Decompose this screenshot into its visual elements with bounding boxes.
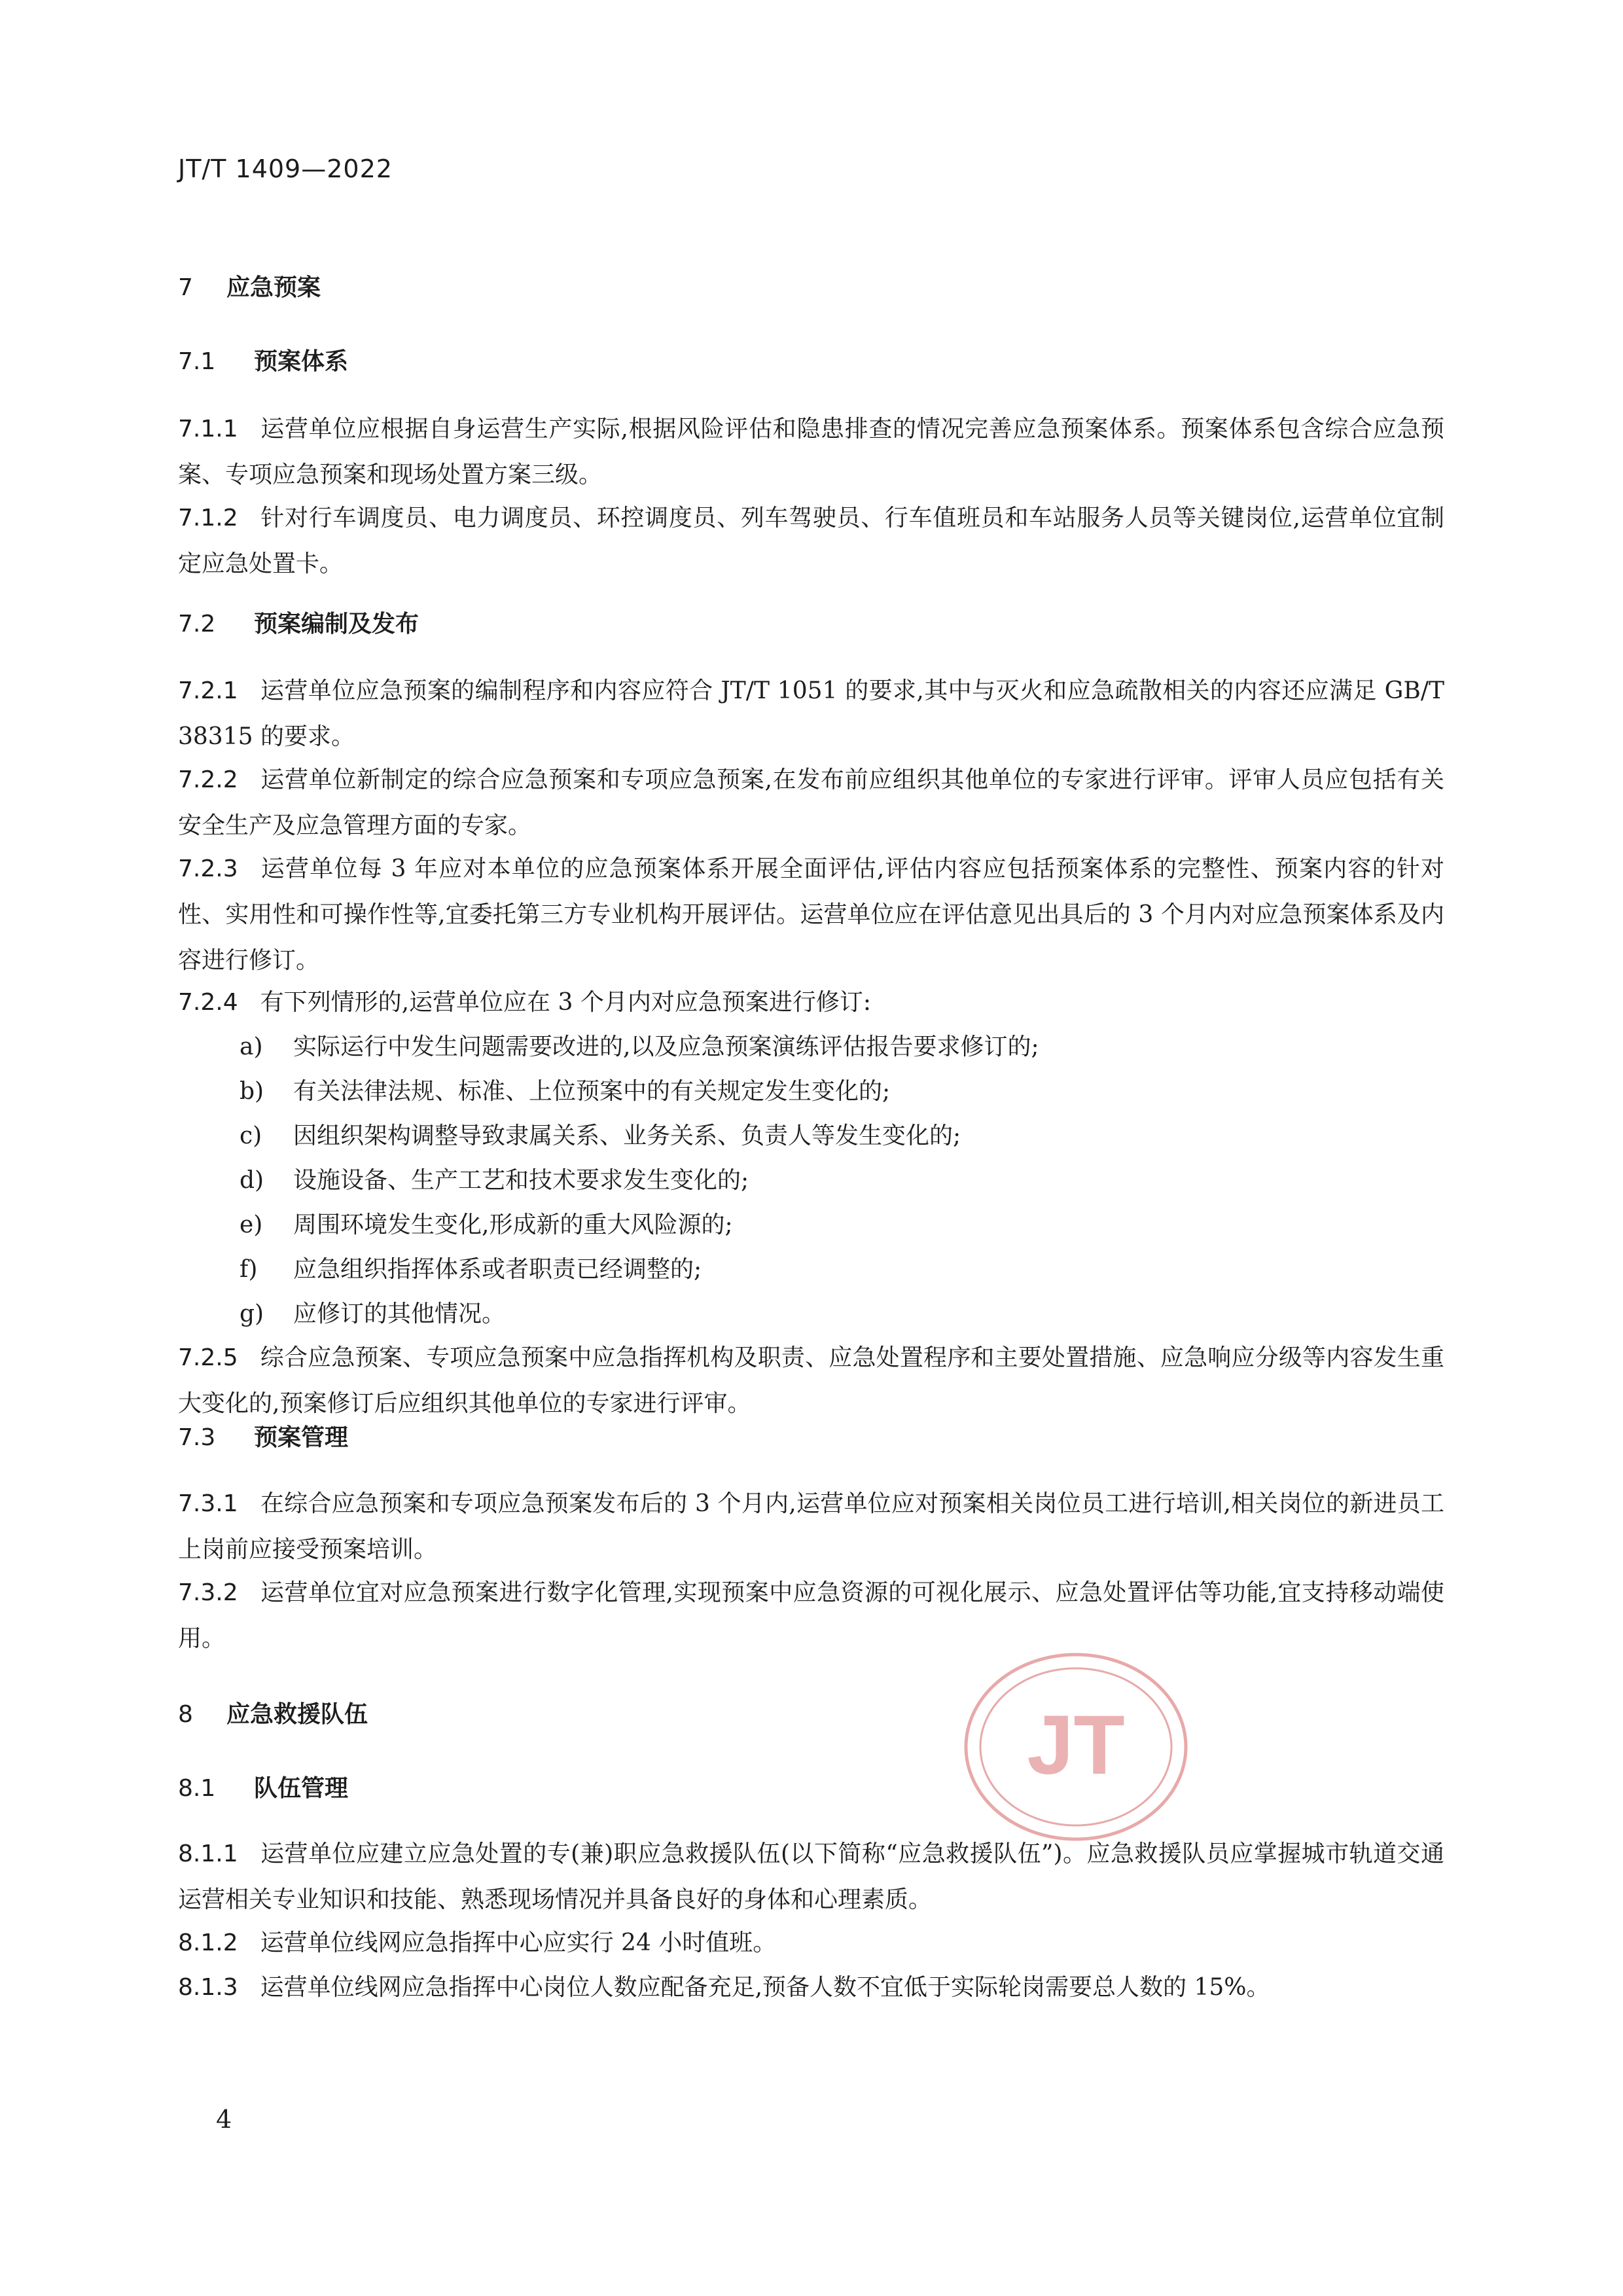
- clause-7-1-1: [178, 406, 1444, 498]
- section-heading-7: [178, 274, 321, 302]
- clause-8-1-1: [178, 1831, 1444, 1923]
- clause-text: 运营单位应急预案的编制程序和内容应符合 JT/T 1051 的要求,其中与灭火和应急疏散相关的内容还应满足 GB/T 38315 的要求。: [178, 677, 1444, 750]
- list-item-e: [240, 1202, 1444, 1248]
- clause-text: 运营单位线网应急指挥中心应实行 24 小时值班。: [260, 1929, 777, 1956]
- list-text: 应急组织指挥体系或者职责已经调整的;: [293, 1256, 702, 1283]
- section-number: 7.3: [178, 1424, 216, 1451]
- list-item-f: [240, 1247, 1444, 1293]
- list-item-c: [240, 1113, 1444, 1159]
- list-label: f): [240, 1256, 258, 1283]
- list-label: b): [240, 1078, 264, 1105]
- clause-number: 7.2.4: [178, 989, 238, 1016]
- clause-7-3-1: [178, 1481, 1444, 1573]
- section-title: 应急救援队伍: [226, 1701, 368, 1728]
- clause-text: 运营单位应建立应急处置的专(兼)职应急救援队伍(以下简称“应急救援队伍”)。应急救援队员应掌握城市轨道交通运营相关专业知识和技能、熟悉现场情况并具备良好的身体和心理素质。: [178, 1840, 1444, 1913]
- section-title: 队伍管理: [254, 1775, 349, 1802]
- clause-number: 7.2.2: [178, 766, 238, 793]
- clause-text: 综合应急预案、专项应急预案中应急指挥机构及职责、应急处置程序和主要处置措施、应急响应分级等内容发生重大变化的,预案修订后应组织其他单位的专家进行评审。: [178, 1344, 1444, 1417]
- list-text: 应修订的其他情况。: [293, 1300, 506, 1327]
- page-number: 4: [216, 2105, 232, 2134]
- list-label: e): [240, 1211, 263, 1238]
- section-title: 预案编制及发布: [254, 611, 419, 637]
- clause-number: 7.1.2: [178, 505, 238, 531]
- clause-number: 7.3.1: [178, 1490, 238, 1517]
- section-heading-7-3: [178, 1424, 348, 1452]
- section-number: 8: [178, 1701, 193, 1728]
- list-item-b: [240, 1069, 1444, 1115]
- clause-number: 7.3.2: [178, 1579, 238, 1606]
- section-heading-7-2: [178, 610, 419, 639]
- section-heading-7-1: [178, 348, 348, 376]
- clause-text: 运营单位宜对应急预案进行数字化管理,实现预案中应急资源的可视化展示、应急处置评估等功能,宜支持移动端使用。: [178, 1579, 1444, 1652]
- clause-number: 8.1.2: [178, 1929, 238, 1956]
- list-label: d): [240, 1167, 264, 1194]
- section-number: 7: [178, 274, 193, 301]
- section-number: 8.1: [178, 1775, 216, 1802]
- clause-text: 在综合应急预案和专项应急预案发布后的 3 个月内,运营单位应对预案相关岗位员工进行培训,相关岗位的新进员工上岗前应接受预案培训。: [178, 1490, 1444, 1563]
- clause-8-1-2: [178, 1920, 1444, 1966]
- list-text: 因组织架构调整导致隶属关系、业务关系、负责人等发生变化的;: [293, 1122, 961, 1149]
- clause-number: 8.1.1: [178, 1840, 238, 1867]
- clause-text: 有下列情形的,运营单位应在 3 个月内对应急预案进行修订:: [260, 989, 871, 1016]
- clause-text: 运营单位应根据自身运营生产实际,根据风险评估和隐患排查的情况完善应急预案体系。预案体系包含综合应急预案、专项应急预案和现场处置方案三级。: [178, 416, 1444, 488]
- clause-text: 针对行车调度员、电力调度员、环控调度员、列车驾驶员、行车值班员和车站服务人员等关键岗位,运营单位宜制定应急处置卡。: [178, 505, 1444, 577]
- clause-number: 7.2.1: [178, 677, 238, 704]
- clause-7-3-2: [178, 1570, 1444, 1662]
- list-text: 有关法律法规、标准、上位预案中的有关规定发生变化的;: [293, 1078, 891, 1105]
- list-label: g): [240, 1300, 264, 1327]
- section-title: 预案管理: [254, 1424, 349, 1451]
- list-label: c): [240, 1122, 262, 1149]
- standard-code: JT/T 1409—2022: [178, 154, 393, 183]
- clause-number: 8.1.3: [178, 1974, 238, 2001]
- clause-7-2-1: [178, 668, 1444, 760]
- list-text: 设施设备、生产工艺和技术要求发生变化的;: [293, 1167, 749, 1194]
- section-heading-8-1: [178, 1774, 348, 1803]
- clause-7-2-4: [178, 980, 1444, 1026]
- section-number: 7.1: [178, 348, 216, 375]
- section-title: 预案体系: [254, 348, 349, 375]
- clause-7-2-2: [178, 757, 1444, 849]
- seal-logo-text: JT: [1027, 1698, 1125, 1792]
- clause-text: 运营单位线网应急指挥中心岗位人数应配备充足,预备人数不宜低于实际轮岗需要总人数的 15%。: [260, 1974, 1270, 2001]
- clause-7-2-5: [178, 1335, 1444, 1427]
- section-heading-8: [178, 1700, 368, 1729]
- clause-number: 7.2.3: [178, 855, 238, 882]
- clause-7-1-2: [178, 495, 1444, 587]
- clause-8-1-3: [178, 1965, 1444, 2011]
- clause-number: 7.2.5: [178, 1344, 238, 1371]
- section-number: 7.2: [178, 611, 216, 637]
- clause-text: 运营单位每 3 年应对本单位的应急预案体系开展全面评估,评估内容应包括预案体系的完整性、预案内容的针对性、实用性和可操作性等,宜委托第三方专业机构开展评估。运营单位应在评估意见出具后的 3 个月内对应急预案体系及内容进行修订。: [178, 855, 1444, 974]
- list-text: 实际运行中发生问题需要改进的,以及应急预案演练评估报告要求修订的;: [293, 1033, 1039, 1060]
- section-title: 应急预案: [226, 274, 321, 301]
- list-item-d: [240, 1158, 1444, 1204]
- clause-number: 7.1.1: [178, 416, 238, 442]
- list-text: 周围环境发生变化,形成新的重大风险源的;: [293, 1211, 733, 1238]
- list-item-a: [240, 1024, 1444, 1070]
- clause-text: 运营单位新制定的综合应急预案和专项应急预案,在发布前应组织其他单位的专家进行评审。评审人员应包括有关安全生产及应急管理方面的专家。: [178, 766, 1444, 839]
- clause-7-2-3: [178, 846, 1444, 984]
- list-item-g: [240, 1291, 1444, 1337]
- list-label: a): [240, 1033, 263, 1060]
- jt-watermark-seal: [963, 1652, 1188, 1842]
